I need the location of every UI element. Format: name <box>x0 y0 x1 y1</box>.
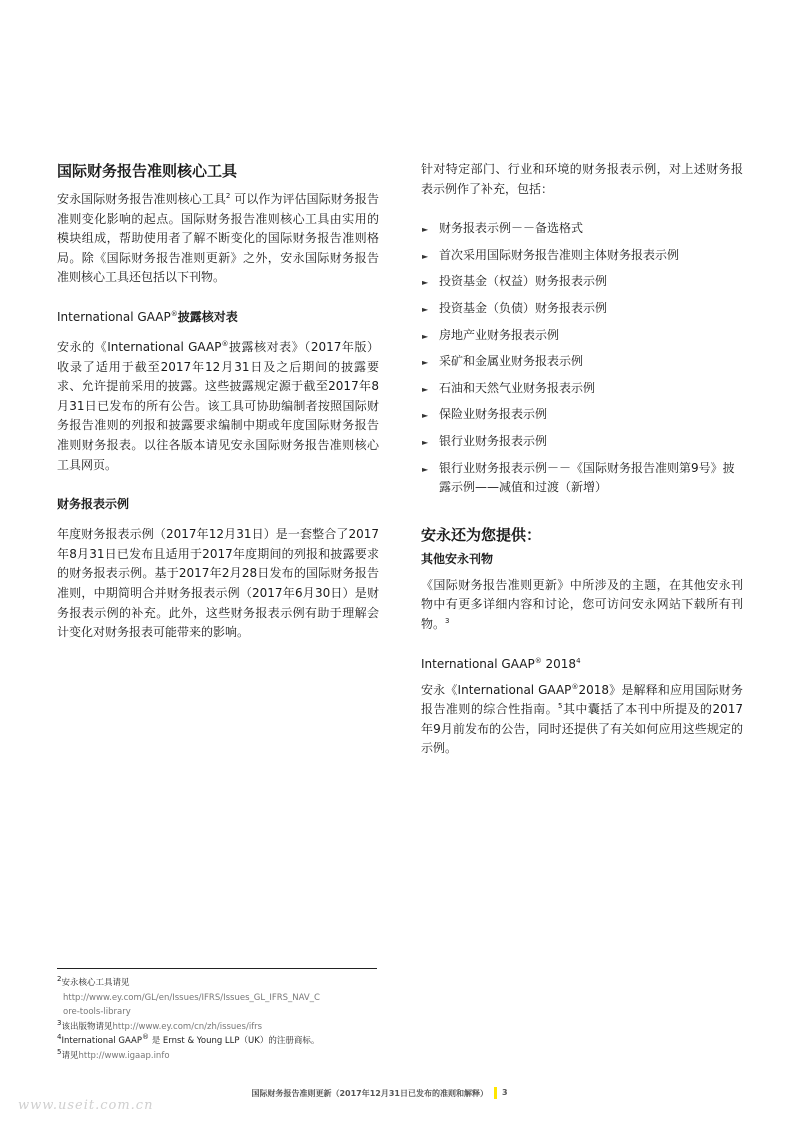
arrow-bullet-icon: ► <box>422 464 429 474</box>
arrow-bullet-icon: ► <box>422 411 429 421</box>
supplement-intro: 针对特定部门、行业和环境的财务报表示例，对上述财务报表示例作了补充，包括： <box>421 162 743 196</box>
list-item: ► 采矿和金属业财务报表示例 <box>421 352 743 372</box>
illustrative-statements-heading: 财务报表示例 <box>57 497 130 512</box>
footnote-3-link[interactable]: http://www.ey.com/cn/zh/issues/ifrs <box>112 1021 263 1032</box>
core-tools-title: 国际财务报告准则核心工具 <box>57 162 238 180</box>
footnote-5: $^5$请见http://www.igaap.info <box>57 1048 170 1061</box>
igaap-heading: International GAAP® 2018$^4$ <box>421 656 581 671</box>
footnote-3: $^3$该出版物请见http://www.ey.com/cn/zh/issues/ifrs <box>57 1018 263 1032</box>
arrow-bullet-icon: ► <box>422 225 429 235</box>
list-item: ► 投资基金（权益）财务报表示例 <box>421 272 743 292</box>
arrow-bullet-icon: ► <box>422 304 429 314</box>
illustrative-statements-paragraph: 年度财务报表示例（2017年12月31日）是一套整合了2017年8月31日已发布且适用于2017年度期间的列报和披露要求的财务报表示例。基于2017年2月28日发布的国际财务报告准则，中期简明合并财务报表示例（2017年6月30日）是财务报表示例的补充。此外，这些财务报表示例有助于理解会计变化对财务报表可能带来的影响。 <box>57 527 379 640</box>
footnote-2-link[interactable]: http://www.ey.com/GL/en/Issues/IFRS/Issues_GL_IFRS_NAV_C <box>63 992 320 1003</box>
ey-offers-title: 安永还为您提供： <box>421 525 542 544</box>
footnotes <box>57 968 377 1064</box>
list-item: ► 石油和天然气业财务报表示例 <box>421 379 743 399</box>
left-column <box>57 160 379 663</box>
footnote-4: $^4$International GAAP® 是 Ernst & Young LLP（UK）的注册商标。 <box>57 1033 320 1047</box>
arrow-bullet-icon: ► <box>422 358 429 368</box>
footer-accent-bar <box>494 1087 497 1099</box>
other-publications-heading: 其他安永刊物 <box>421 551 494 566</box>
list-item: ► 财务报表示例－－备选格式 <box>421 219 743 239</box>
arrow-bullet-icon: ► <box>422 278 429 288</box>
arrow-bullet-icon: ► <box>422 384 429 394</box>
statements-list <box>421 219 743 498</box>
list-item: ► 投资基金（负债）财务报表示例 <box>421 299 743 319</box>
footnote-5-link[interactable]: http://www.igaap.info <box>78 1050 170 1061</box>
other-publications-paragraph: 《国际财务报告准则更新》中所涉及的主题，在其他安永刊物中有更多详细内容和讨论，您可访问安永网站下载所有刊物。$^3$ <box>421 577 743 631</box>
list-item: ► 房地产业财务报表示例 <box>421 326 743 346</box>
list-item: ► 银行业财务报表示例 <box>421 432 743 452</box>
arrow-bullet-icon: ► <box>422 437 429 447</box>
igaap-paragraph: 安永《International GAAP®2018》是解释和应用国际财务报告准则的综合性指南。$^5$其中囊括了本刊中所提及的2017年9月前发布的公告，同时还提供了有关如何应用这些规定的示例。 <box>421 682 743 756</box>
right-column <box>421 160 743 779</box>
arrow-bullet-icon: ► <box>422 331 429 341</box>
core-tools-paragraph: 安永国际财务报告准则核心工具$^2$ 可以作为评估国际财务报告准则变化影响的起点。国际财务报告准则核心工具由实用的模块组成，帮助使用者了解不断变化的国际财务报告准则格局。除《国际财务报告准则更新》之外，安永国际财务报告准则核心工具还包括以下刊物。 <box>57 192 379 285</box>
list-item: ► 首次采用国际财务报告准则主体财务报表示例 <box>421 246 743 266</box>
list-item: ► 保险业财务报表示例 <box>421 405 743 425</box>
footer-title: 国际财务报告准则更新（2017年12月31日已发布的准则和解释） <box>251 1089 488 1098</box>
watermark: www.useit.com.cn <box>18 1098 154 1113</box>
disclosure-checklist-paragraph: 安永的《International GAAP®披露核对表》（2017年版）收录了适用于截至2017年12月31日及之后期间的披露要求、允许提前采用的披露。这些披露规定源于截至2017年8月31日已发布的所有公告。该工具可协助编制者按照国际财务报告准则的列报和披露要求编制中期或年度国际财务报告准则财务报表。以往各版本请见安永国际财务报告准则核心工具网页。 <box>57 339 379 472</box>
arrow-bullet-icon: ► <box>422 251 429 261</box>
footnote-2: $^2$安永核心工具请见 <box>57 975 130 988</box>
page-number: 3 <box>502 1088 508 1097</box>
list-item: ► 银行业财务报表示例－－《国际财务报告准则第9号》披露示例——减值和过渡（新增） <box>422 460 735 495</box>
footnote-2-link-cont[interactable]: ore-tools-library <box>63 1007 131 1018</box>
disclosure-checklist-heading: International GAAP®披露核对表 <box>57 309 238 324</box>
